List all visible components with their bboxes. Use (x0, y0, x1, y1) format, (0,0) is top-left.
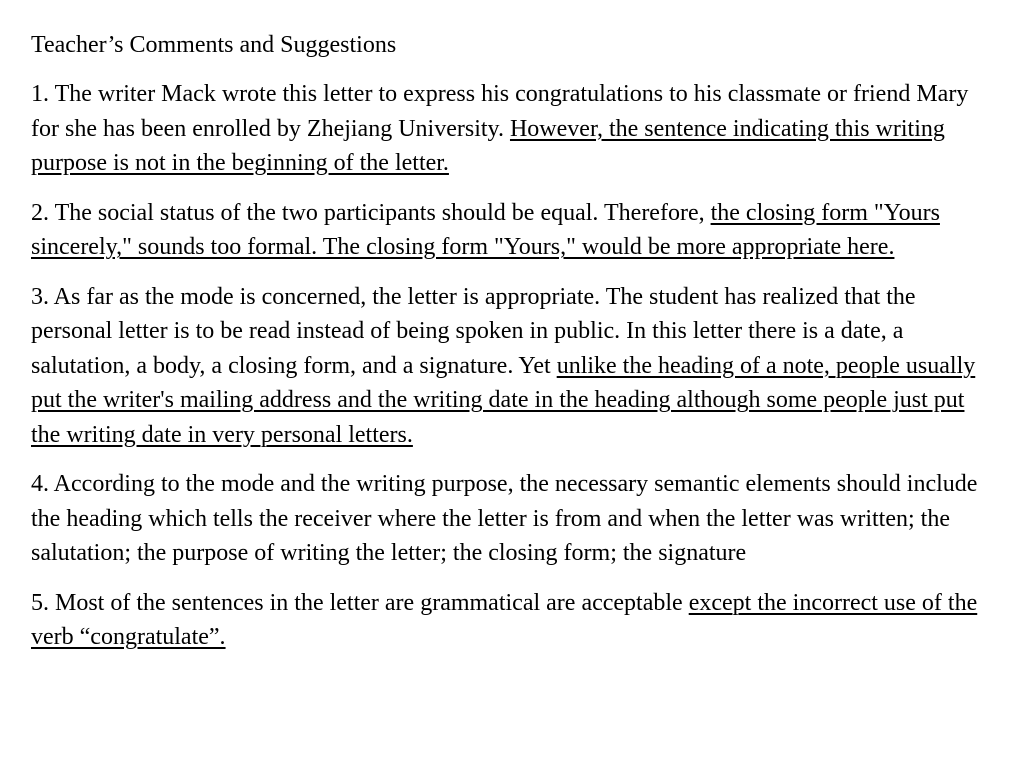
comment-3-text: 3. As far as the mode is concerned, the letter is appropriate. The student has realized that the personal letter is to be read instead of being spoken in public. In this letter there is a date, a salutation, a body, a closing form, and a signature. Yet (31, 283, 916, 379)
comment-4-text: 4. According to the mode and the writing purpose, the necessary semantic elements should include the heading which tells the receiver where the letter is from and when the letter was written; the salutation; the purpose of writing the letter; the closing form; the signature (31, 471, 978, 566)
comment-3-underlined-text: unlike the heading of a note, people usually put the writer's mailing address and the writing date in the heading although some people just put the writing date in very personal letters. (31, 352, 976, 448)
comment-paragraph-2 (31, 196, 992, 265)
comment-5-underlined-text: except the incorrect use of the verb “congratulate”. (31, 589, 978, 650)
comment-2-text: 2. The social status of the two participants should be equal. Therefore, (31, 199, 711, 226)
comment-paragraph-5 (31, 586, 992, 655)
comment-2-underlined-text: the closing form "Yours sincerely," sounds too formal. The closing form "Yours," would be more appropriate here. (31, 199, 940, 260)
comment-5-text: 5. Most of the sentences in the letter are grammatical are acceptable (31, 589, 689, 616)
comment-paragraph-3 (31, 280, 992, 453)
comment-1-underlined-text: However, the sentence indicating this writing purpose is not in the beginning of the letter. (31, 115, 945, 176)
comment-paragraph-1 (31, 77, 992, 181)
document-title: Teacher’s Comments and Suggestions (31, 32, 397, 58)
comment-1-text: 1. The writer Mack wrote this letter to express his congratulations to his classmate or friend Mary for she has been enrolled by Zhejiang University. (31, 81, 969, 142)
comment-paragraph-4 (31, 467, 992, 571)
